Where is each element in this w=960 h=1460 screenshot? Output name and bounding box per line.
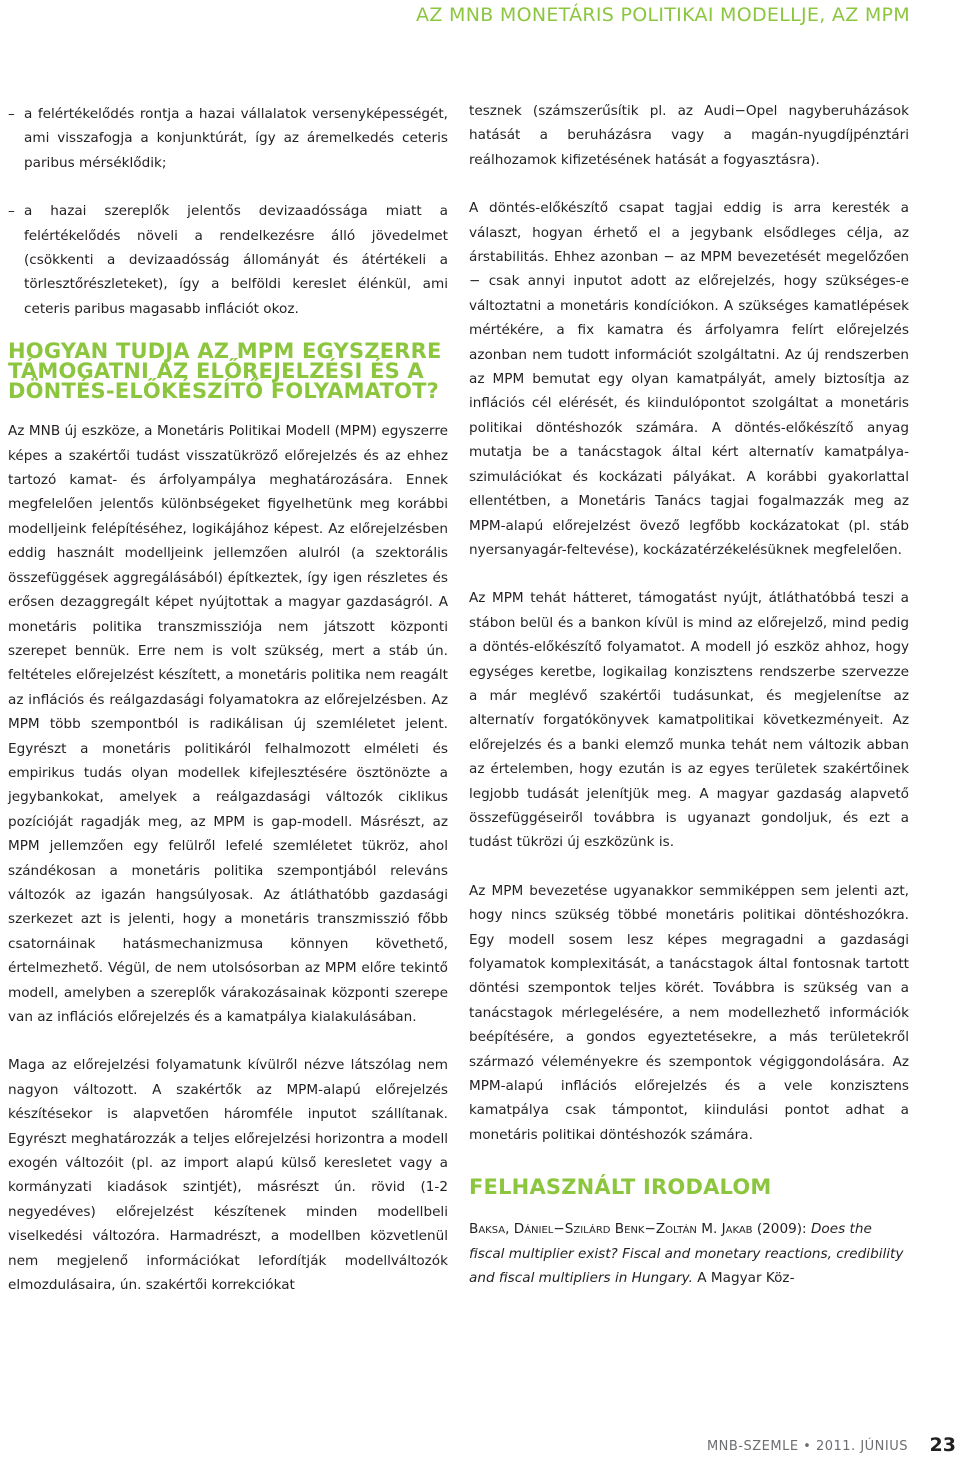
bullet-item: – a felértékelődés rontja a hazai vállalatok versenyképességét, ami visszafogja a konjunktúrát, így az áremelkedés ceteris paribus mérséklődik; xyxy=(8,102,448,175)
reference-authors: Baksa, Dániel−Szilárd Benk−Zoltán M. Jakab xyxy=(469,1221,753,1238)
right-column xyxy=(469,99,909,1290)
body-paragraph: tesznek (számszerűsítik pl. az Audi−Opel nagyberuházások hatását a beruházásra vagy a magán-nyugdíjpénztári reálhozamok kifizetésének hatását a fogyasztásra). xyxy=(469,103,909,168)
section-heading: HOGYAN TUDJA AZ MPM EGYSZERRE TÁMOGATNI AZ ELŐREJELZÉSI ÉS A DÖNTÉS-ELŐKÉSZÍTŐ FOLYAMATOT? xyxy=(8,339,442,404)
body-paragraph: Az MPM bevezetése ugyanakkor semmiképpen sem jelenti azt, hogy nincs szükség többé monetáris politikai döntéshozókra. Egy modell sosem lesz képes megragadni a gazdasági folyamatok komplexitását, a tanácstagok által fontosnak tartott döntési szempontok teljes körét. Továbbra is szükség van a tanácstagok mérlegelésére, a nem modellezhető információk beépítésére, a gondos egyeztetésekre, a más területekről származó véleményekre és szempontok végiggondolására. Az MPM-alapú inflációs előrejelzés és a vele konzisztens kamatpálya csak támpontot, kiindulási pontot adhat a monetáris politikai döntéshozók számára. xyxy=(469,882,909,1143)
reference-publisher: A Magyar Köz- xyxy=(692,1270,795,1287)
body-paragraph: A döntés-előkészítő csapat tagjai eddig is arra keresték a választ, hogyan érhető el a jegybank elsődleges célja, az árstabilitás. Ehhez azonban − az MPM bevezetését megelőzően − csak annyi inputot adott az előrejelzés, hogy szükséges-e változtatni a monetáris kondíciókon. A szükséges kamatlépések mértékére, a fix kamatra és árfolyamra felírt előrejelzés azonban nem tudott információt szolgáltatni. Az új rendszerben az MPM bemutat egy olyan kamatpályát, amely biztosítja az inflációs cél elérését, és kiindulópontot szolgáltat a monetáris politikai döntéshozók számára. A döntés-előkészítő anyag mutatja be a tanácstagok által kért alternatív kamatpálya-szimulációkat és kockázati pályákat. A korábbi gyakorlattal ellentétben, a Monetáris Tanács tagjai fogalmazzák meg az MPM-alapú előrejelzést övező legfőbb kockázatokat (pl. stáb nyersanyagár-feltevése), kockázatérzékelésüknek megfelelően. xyxy=(469,200,909,558)
body-paragraph: Maga az előrejelzési folyamatunk kívülről nézve látszólag nem nagyon változott. A szakértők az MPM-alapú előrejelzés készítésekor is alapvetően háromféle inputot szállítanak. Egyrészt meghatározzák a teljes előrejelzési horizontra a modell exogén változóit (pl. az import alapú külső keresletet vagy a kormányzati kiadások szintjét), másrészt ún. rövid (1-2 negyedéves) előrejelzést készítenek minden modellbeli viselkedési változóra. Harmadrészt, a modellben közvetlenül nem megjelenő információkat lefordítják modellváltozók elmozdulásaira, ún. szakértői korrekciókat xyxy=(8,1057,448,1294)
bullet-item: – a hazai szereplők jelentős devizaadóssága miatt a felértékelődés növeli a rendelkezésre álló jövedelmet (csökkenti a devizaadósság állományát és átértékeli a törlesztőrészleteket), így a belföldi kereslet élénkül, ami ceteris paribus magasabb inflációt okoz. xyxy=(8,199,448,321)
reference-year: (2009): xyxy=(752,1221,811,1238)
left-column xyxy=(8,102,448,1297)
page-number: 23 xyxy=(929,1434,956,1456)
body-paragraph: Az MNB új eszköze, a Monetáris Politikai Modell (MPM) egyszerre képes a szakértői tudást visszatükröző előrejelzés és az ehhez tartozó kamat- és árfolyampálya meghatározására. Ennek megfelelően jelentős különbségeket figyelhetünk meg korábbi modelljeink felépítéséhez, logikájához képest. Az előrejelzésben eddig használt modelljeink jellemzően alulról (a szektorális összefüggések aggregálásából) építkeztek, így igen részletes és erősen dezaggregált képet nyújtottak a magyar gazdaságról. A monetáris politika transzmissziója nem játszott központi szerepet bennük. Erre nem is volt szükség, mert a stáb ún. feltételes előrejelzést készített, a monetáris politika nem reagált az inflációs és reálgazdasági folyamatokra az előrejelzésben. Az MPM több szempontból is radikálisan új szemléletet jelent. Egyrészt a monetáris politikáról felhalmozott elméleti és empirikus tudás olyan modellek kifejlesztésére ösztönözte a jegybankokat, amelyek a reálgazdasági változók ciklikus pozícióját ragadják meg, az MPM is gap-modell. Másrészt, az MPM jellemzően egy felülről lefelé szemléletet tükröz, ahol szándékosan a monetáris politika szempontjából releváns változók az igazán hangsúlyosak. Az átláthatóbb gazdasági szerkezet azt is jelenti, hogy a monetáris transzmisszió főbb csatornáinak hatásmechanizmusa könnyen követhető, értelmezhető. Végül, de nem utolsósorban az MPM előre tekintő modell, amelyben a szereplők várakozásainak központi szerepe van az inflációs előrejelzés és a kamatpálya kialakulásában. xyxy=(8,423,448,1025)
page-footer xyxy=(0,1428,960,1458)
reference-title: Does the fiscal multiplier exist? Fiscal and monetary reactions, credibility and fiscal multipliers in Hungary. xyxy=(469,1221,904,1287)
reference-entry xyxy=(469,1217,909,1290)
body-paragraph: Az MPM tehát hátteret, támogatást nyújt, átláthatóbbá teszi a stábon belül és a bankon kívül is mind az előrejelző, mind pedig a döntés-előkészítő folyamatot. A modell jó eszköz ahhoz, hogy egységes keretbe, logikailag konzisztens rendszerbe szervezze a már meglévő szakértői tudásunkat, és megjelenítse az alternatív forgatókönyvek kamatpolitikai következményeit. Az előrejelzés és a banki elemző munka tehát nem változik abban az értelemben, hogy ezután is az egyes területek szakértőinek legjobb tudását jelenítjük meg. A magyar gazdaság alapvető összefüggéseiről továbbra is ugyanazt gondoljuk, és ezt a tudást tükrözi új eszközünk is. xyxy=(469,590,909,851)
running-title: AZ MNB MONETÁRIS POLITIKAI MODELLJE, AZ MPM xyxy=(416,4,910,26)
references-heading: FELHASZNÁLT IRODALOM xyxy=(469,1175,772,1200)
journal-info: MNB-SZEMLE • 2011. JÚNIUS xyxy=(706,1439,908,1454)
